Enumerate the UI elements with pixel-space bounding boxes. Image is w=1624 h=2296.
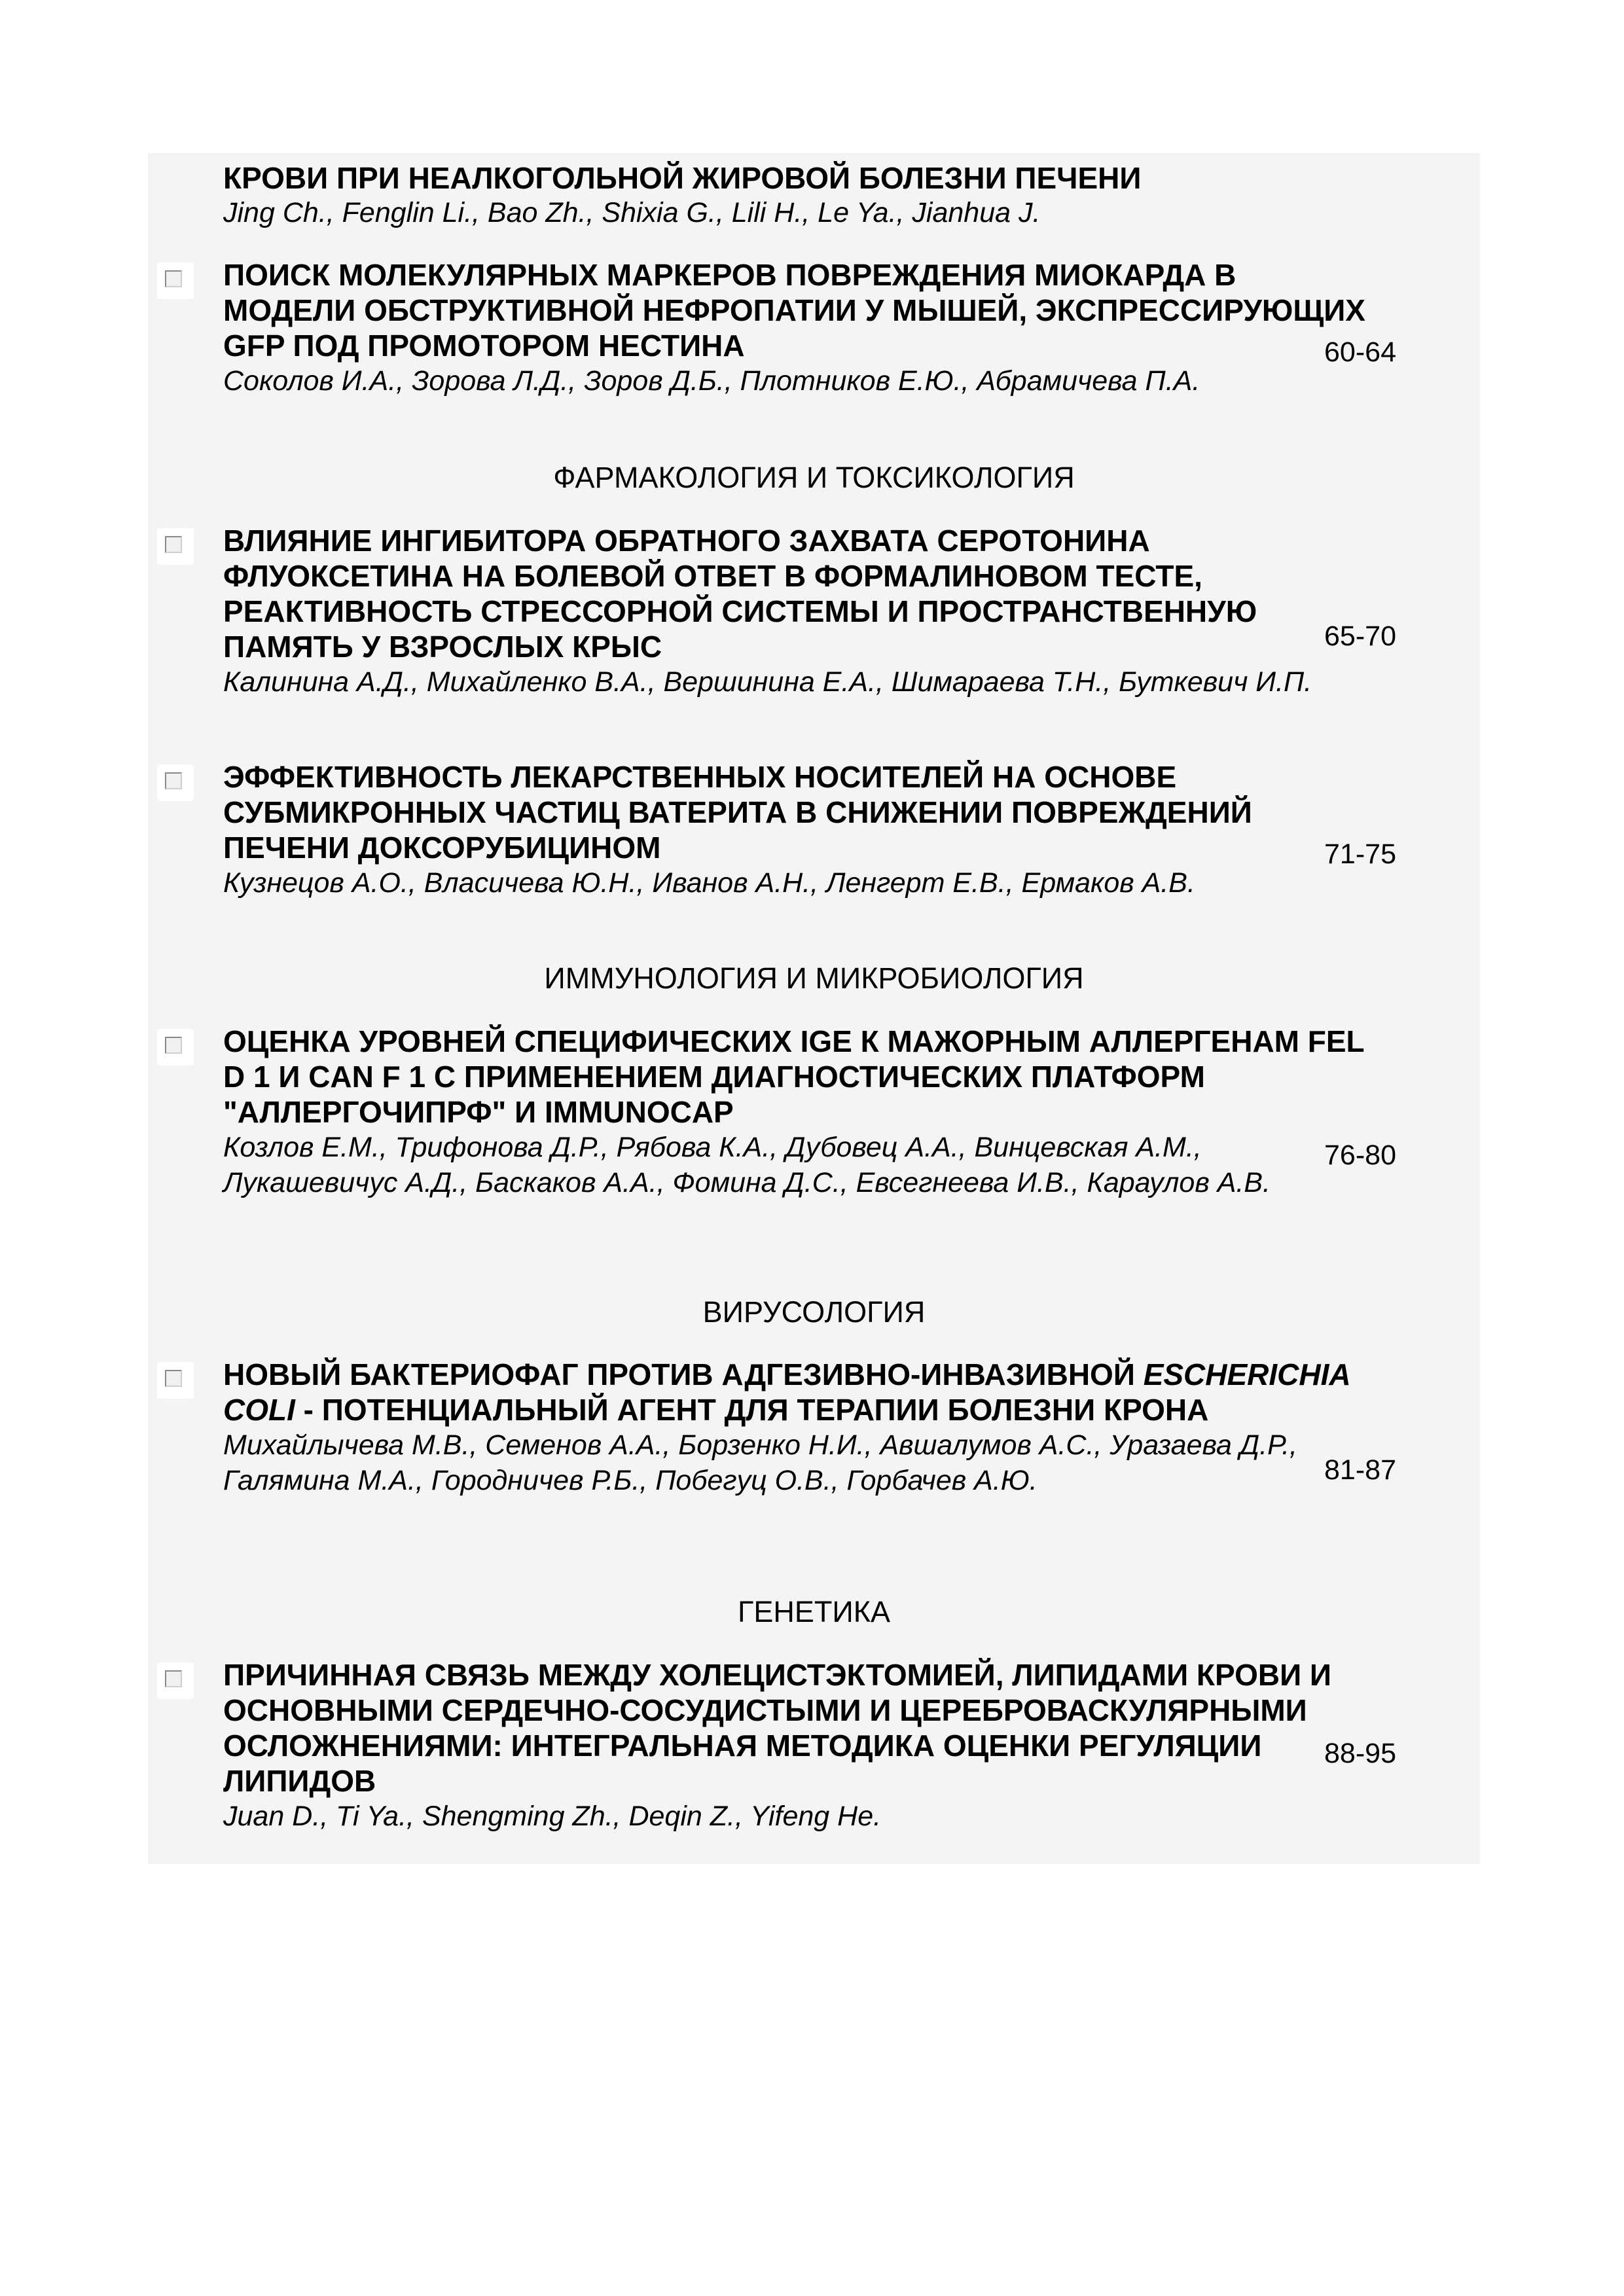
article-title-part: - ПОТЕНЦИАЛЬНЫЙ АГЕНТ ДЛЯ ТЕРАПИИ БОЛЕЗНИ КРОНА xyxy=(295,1393,1209,1427)
article-text xyxy=(223,523,1375,700)
article-title-continued: КРОВИ ПРИ НЕАЛКОГОЛЬНОЙ ЖИРОВОЙ БОЛЕЗНИ ПЕЧЕНИ xyxy=(223,161,1142,195)
article-title-italic: ESCHERICHIA COLI xyxy=(223,1357,1350,1427)
select-article-checkbox[interactable] xyxy=(157,764,194,801)
article-text xyxy=(223,257,1375,399)
article-pages: 81-87 xyxy=(1324,1454,1396,1486)
article-title-link[interactable]: ВЛИЯНИЕ ИНГИБИТОРА ОБРАТНОГО ЗАХВАТА СЕРОТОНИНА ФЛУОКСЕТИНА НА БОЛЕВОЙ ОТВЕТ В ФОРМАЛИНОВОМ ТЕСТЕ, РЕАКТИВНОСТЬ СТРЕССОРНОЙ СИСТЕМЫ И ПРОСТРАНСТВЕННУЮ ПАМЯТЬ У ВЗРОСЛЫХ КРЫС xyxy=(223,524,1257,664)
section-heading: ФАРМАКОЛОГИЯ И ТОКСИКОЛОГИЯ xyxy=(553,461,1075,494)
article-authors: Кузнецов А.О., Власичева Ю.Н., Иванов А.Н., Ленгерт Е.В., Ермаков А.В. xyxy=(223,867,1195,899)
select-article-checkbox[interactable] xyxy=(157,1029,194,1066)
checkbox-icon xyxy=(165,772,182,789)
article-authors: Juan D., Ti Ya., Shengming Zh., Deqin Z., Yifeng He. xyxy=(223,1801,882,1832)
select-article-checkbox[interactable] xyxy=(157,1662,194,1699)
article-text xyxy=(223,1657,1375,1834)
section-heading: ГЕНЕТИКА xyxy=(738,1595,890,1628)
checkbox-icon xyxy=(165,1037,182,1054)
article-title-link[interactable] xyxy=(223,1357,1375,1427)
section-heading: ИММУНОЛОГИЯ И МИКРОБИОЛОГИЯ xyxy=(544,961,1084,995)
article-title-link[interactable]: ПРИЧИННАЯ СВЯЗЬ МЕЖДУ ХОЛЕЦИСТЭКТОМИЕЙ, ЛИПИДАМИ КРОВИ И ОСНОВНЫМИ СЕРДЕЧНО-СОСУДИСТЫМИ И ЦЕРЕБРОВАСКУЛЯРНЫМИ ОСЛОЖНЕНИЯМИ: ИНТЕГРАЛЬНАЯ МЕТОДИКА ОЦЕНКИ РЕГУЛЯЦИИ ЛИПИДОВ xyxy=(223,1658,1331,1798)
article-title-link[interactable]: ПОИСК МОЛЕКУЛЯРНЫХ МАРКЕРОВ ПОВРЕЖДЕНИЯ МИОКАРДА В МОДЕЛИ ОБСТРУКТИВНОЙ НЕФРОПАТИИ У МЫШЕЙ, ЭКСПРЕССИРУЮЩИХ GFP ПОД ПРОМОТОРОМ НЕСТИНА xyxy=(223,258,1365,363)
article-title-link[interactable]: ОЦЕНКА УРОВНЕЙ СПЕЦИФИЧЕСКИХ IGE К МАЖОРНЫМ АЛЛЕРГЕНАМ FEL D 1 И CAN F 1 С ПРИМЕНЕНИЕМ ДИАГНОСТИЧЕСКИХ ПЛАТФОРМ "АЛЛЕРГОЧИПРФ" И IMMUNOCAP xyxy=(223,1024,1364,1129)
select-article-checkbox[interactable] xyxy=(157,528,194,565)
article-title-link[interactable]: ЭФФЕКТИВНОСТЬ ЛЕКАРСТВЕННЫХ НОСИТЕЛЕЙ НА ОСНОВЕ СУБМИКРОННЫХ ЧАСТИЦ ВАТЕРИТА В СНИЖЕНИИ ПОВРЕЖДЕНИЙ ПЕЧЕНИ ДОКСОРУБИЦИНОМ xyxy=(223,760,1252,865)
article-authors: Соколов И.А., Зорова Л.Д., Зоров Д.Б., Плотников Е.Ю., Абрамичева П.А. xyxy=(223,365,1200,397)
article-authors: Михайлычева М.В., Семенов А.А., Борзенко Н.И., Авшалумов А.С., Уразаева Д.Р., Галямина М.А., Городничев Р.Б., Побегуц О.В., Горбачев А.Ю. xyxy=(223,1429,1297,1496)
article-authors-continued: Jing Ch., Fenglin Li., Bao Zh., Shixia G., Lili H., Le Ya., Jianhua J. xyxy=(223,197,1041,228)
section-heading: ВИРУСОЛОГИЯ xyxy=(702,1295,926,1329)
checkbox-icon xyxy=(165,1670,182,1687)
article-authors: Козлов Е.М., Трифонова Д.Р., Рябова К.А., Дубовец А.А., Винцевская А.М., Лукашевичус А.Д., Баскаков А.А., Фомина Д.С., Евсегнеева И.В., Караулов А.В. xyxy=(223,1132,1271,1198)
article-text xyxy=(223,1024,1375,1200)
article-pages: 88-95 xyxy=(1324,1738,1396,1769)
article-text xyxy=(223,759,1375,901)
checkbox-icon xyxy=(165,536,182,553)
checkbox-icon xyxy=(165,270,182,287)
select-article-checkbox[interactable] xyxy=(157,1362,194,1399)
article-text xyxy=(223,1357,1375,1498)
checkbox-icon xyxy=(165,1370,182,1387)
article-title-part: НОВЫЙ БАКТЕРИОФАГ ПРОТИВ АДГЕЗИВНО-ИНВАЗИВНОЙ xyxy=(223,1357,1144,1391)
article-pages: 71-75 xyxy=(1324,838,1396,870)
article-pages: 76-80 xyxy=(1324,1139,1396,1171)
article-authors: Калинина А.Д., Михайленко В.А., Вершинина Е.А., Шимараева Т.Н., Буткевич И.П. xyxy=(223,666,1312,698)
article-pages: 60-64 xyxy=(1324,336,1396,368)
select-article-checkbox[interactable] xyxy=(157,262,194,299)
article-pages: 65-70 xyxy=(1324,620,1396,652)
